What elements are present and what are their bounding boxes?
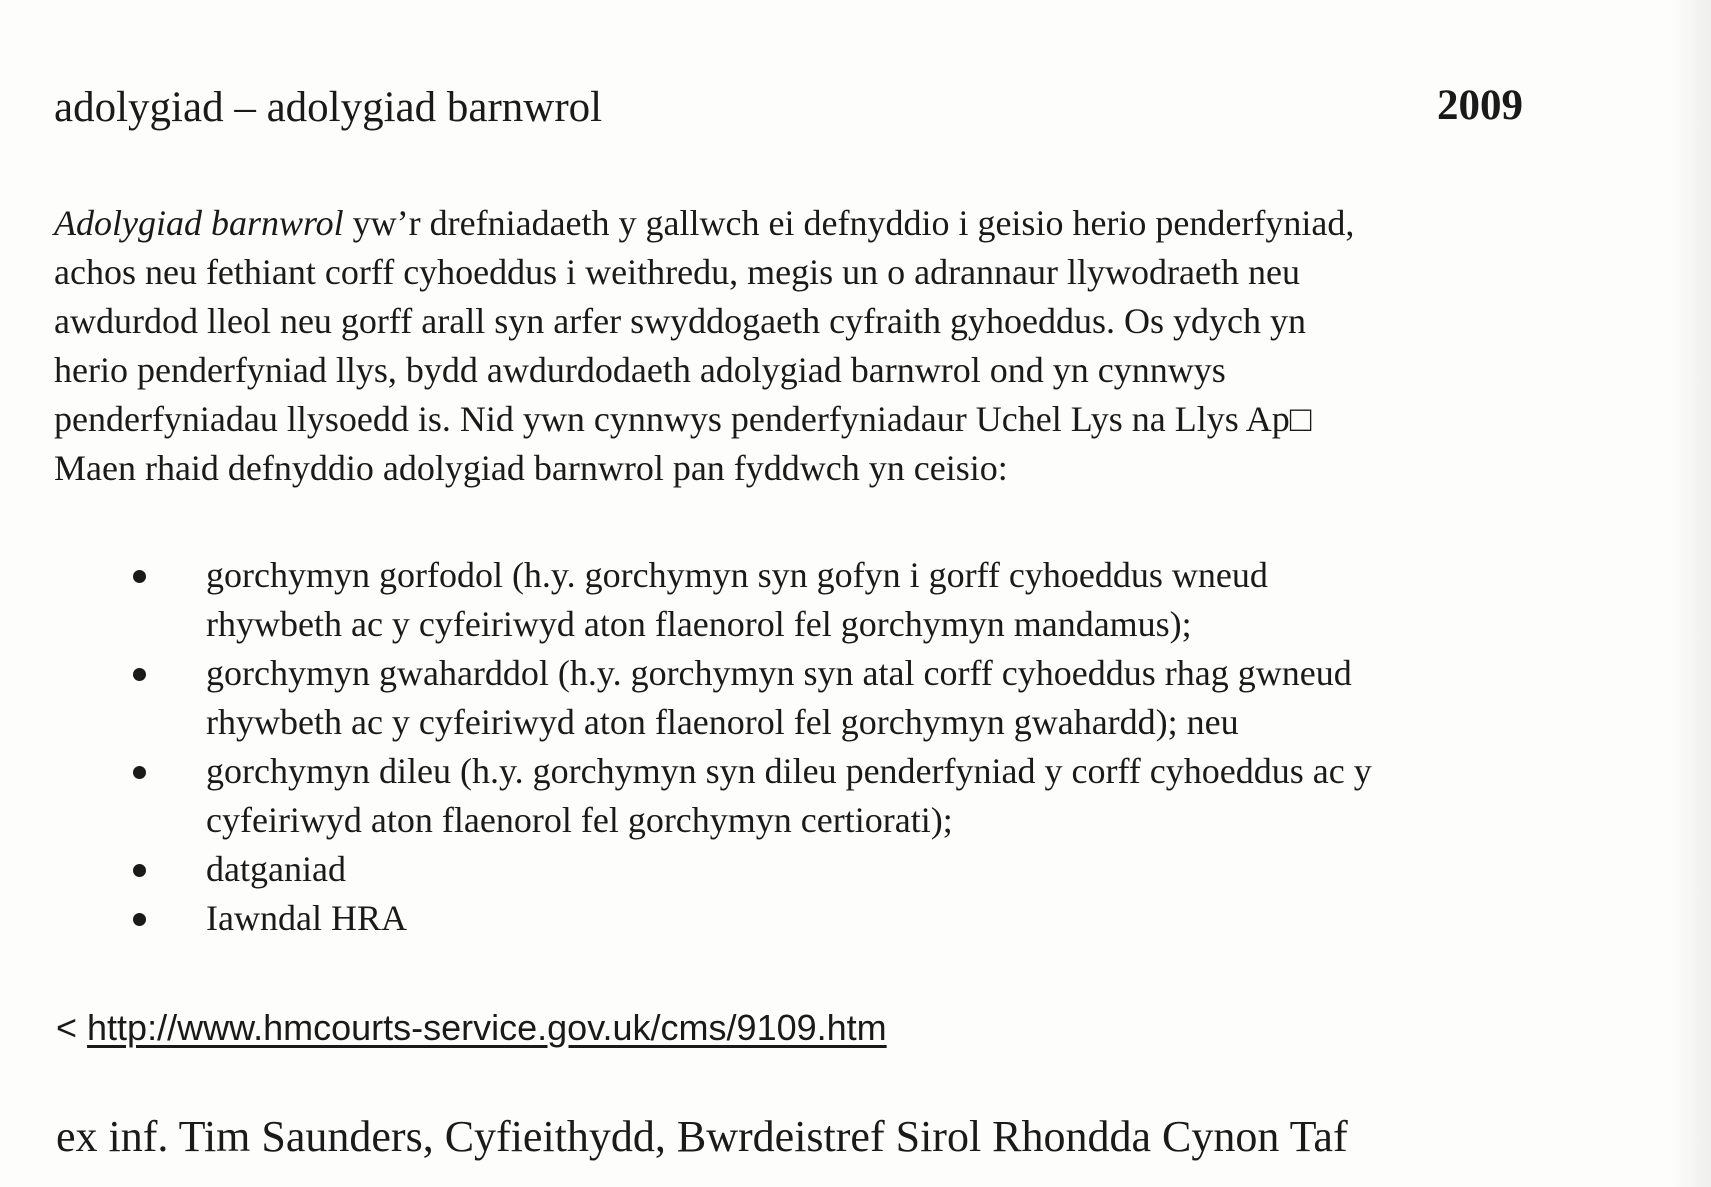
bullet-icon	[133, 766, 146, 779]
list-item	[122, 894, 1622, 943]
list-item-line-1: gorchymyn gorfodol (h.y. gorchymyn syn gofyn i gorff cyhoeddus wneud	[206, 555, 1268, 595]
source-prefix: <	[56, 1007, 88, 1048]
bullet-icon	[133, 668, 146, 681]
remedies-list	[122, 551, 1622, 943]
definition-line-5: penderfyniadau llysoedd is. Nid ywn cynnwys penderfyniadaur Uchel Lys na Llys Ap□	[54, 399, 1312, 439]
list-item-line-2: cyfeiriwyd aton flaenorol fel gorchymyn certiorati);	[206, 800, 953, 840]
headword: adolygiad – adolygiad barnwrol	[54, 84, 603, 131]
definition-line-6: Maen rhaid defnyddio adolygiad barnwrol pan fyddwch yn ceisio:	[54, 448, 1008, 488]
source-link[interactable]: http://www.hmcourts-service.gov.uk/cms/9109.htm	[87, 1007, 887, 1048]
definition-line-4: herio penderfyniad llys, bydd awdurdodaeth adolygiad barnwrol ond yn cynnwys	[54, 350, 1226, 390]
bullet-icon	[133, 864, 146, 877]
definition-paragraph	[54, 199, 1614, 493]
definition-line-3: awdurdod lleol neu gorff arall syn arfer swyddogaeth cyfraith gyhoeddus. Os ydych yn	[54, 301, 1307, 341]
lead-term: Adolygiad barnwrol	[54, 203, 344, 243]
list-item	[122, 845, 1622, 894]
list-item-line-1: Iawndal HRA	[206, 898, 407, 938]
list-item-line-1: datganiad	[206, 849, 346, 889]
scan-edge-shadow	[1671, 0, 1711, 1187]
definition-line-1-text: yw’r drefniadaeth y gallwch ei defnyddio i geisio herio penderfyniad,	[343, 203, 1355, 243]
list-item	[122, 551, 1622, 649]
bullet-icon	[133, 570, 146, 583]
definition-line-2: achos neu fethiant corff cyhoeddus i weithredu, megis un o adrannaur llywodraeth neu	[54, 252, 1300, 292]
list-item-line-1: gorchymyn gwaharddol (h.y. gorchymyn syn atal corff cyhoeddus rhag gwneud	[206, 653, 1352, 693]
list-item-line-1: gorchymyn dileu (h.y. gorchymyn syn dileu penderfyniad y corff cyhoeddus ac y	[206, 751, 1372, 791]
definition-line-1	[54, 199, 1614, 248]
source-reference	[56, 1006, 887, 1050]
list-item	[122, 649, 1622, 747]
list-item-line-2: rhywbeth ac y cyfeiriwyd aton flaenorol fel gorchymyn gwahardd); neu	[206, 702, 1239, 742]
bullet-icon	[133, 913, 146, 926]
list-item-line-2: rhywbeth ac y cyfeiriwyd aton flaenorol fel gorchymyn mandamus);	[206, 604, 1192, 644]
credit-line: ex inf. Tim Saunders, Cyfieithydd, Bwrdeistref Sirol Rhondda Cynon Taf	[56, 1112, 1348, 1161]
entry-year: 2009	[1437, 82, 1523, 129]
list-item	[122, 747, 1622, 845]
